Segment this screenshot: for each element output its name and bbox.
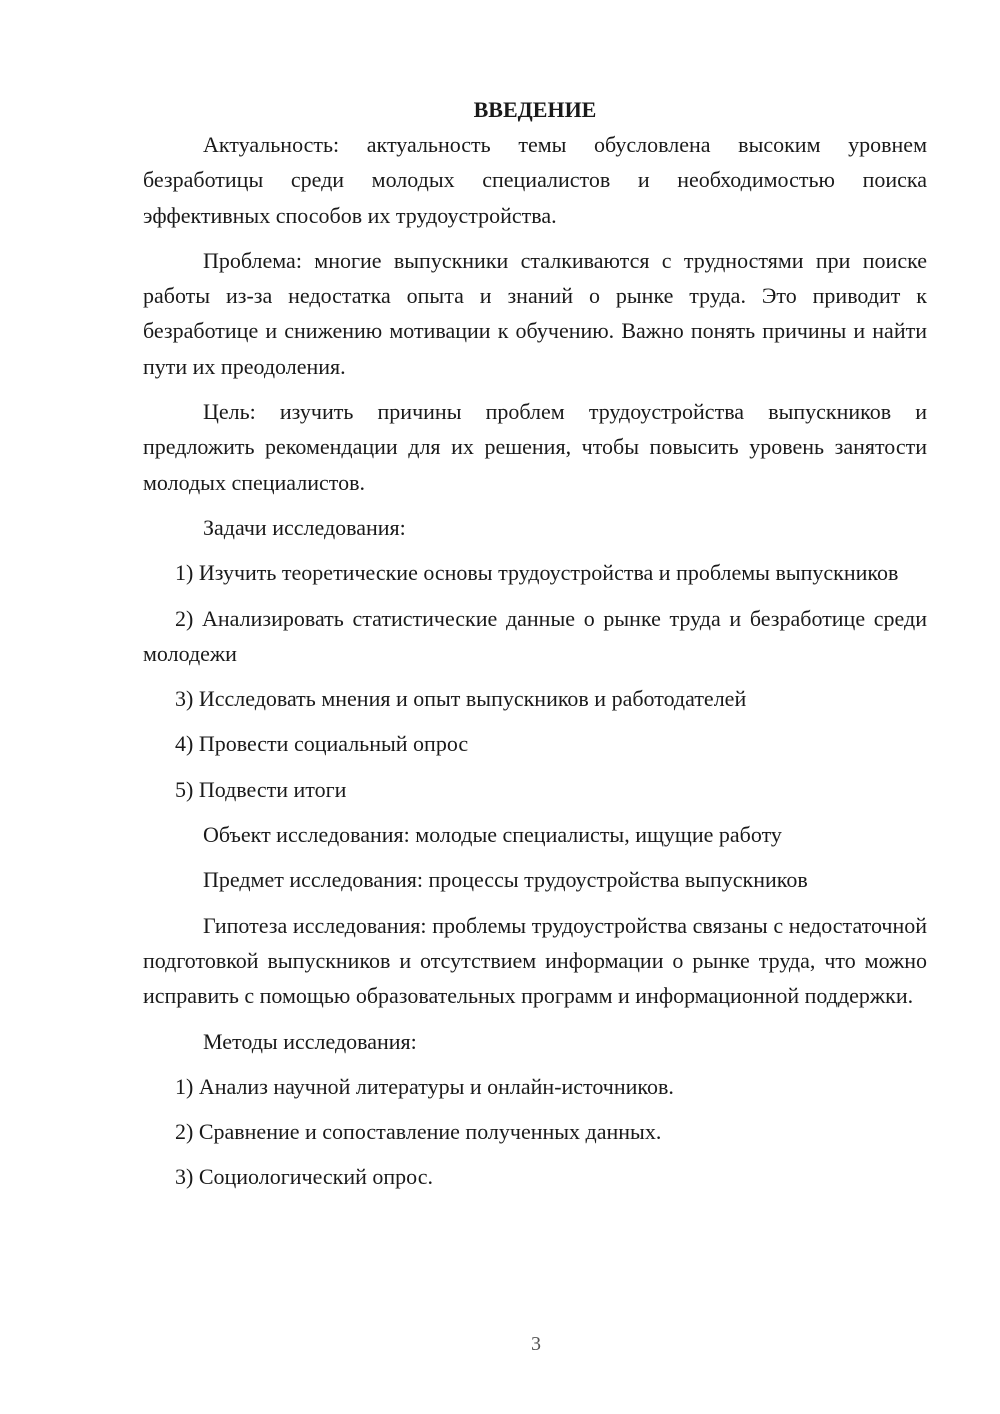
task-item: 2) Анализировать статистические данные о рынке труда и безработице среди молодежи [143,605,927,666]
method-item: 3) Социологический опрос. [175,1164,433,1190]
object-paragraph: Объект исследования: молодые специалисты, ищущие работу [203,822,782,848]
method-item: 2) Сравнение и сопоставление полученных данных. [175,1119,662,1145]
page-number: 3 [531,1333,541,1355]
hypothesis-paragraph: Гипотеза исследования: проблемы трудоустройства связаны с недостаточной подготовкой выпускников и отсутствием информации о рынке труда, что можно исправить с помощью образовательных программ и информационной поддержки. [143,912,927,1009]
subject-paragraph: Предмет исследования: процессы трудоустройства выпускников [203,867,808,893]
tasks-heading: Задачи исследования: [203,514,406,540]
task-item: 3) Исследовать мнения и опыт выпускников и работодателей [175,686,747,712]
methods-heading: Методы исследования: [203,1028,417,1054]
goal-paragraph: Цель: изучить причины проблем трудоустройства выпускников и предложить рекомендации для их решения, чтобы повысить уровень занятости молодых специалистов. [143,399,927,495]
document-page [143,92,927,1205]
relevance-paragraph: Актуальность: актуальность темы обусловлена высоким уровнем безработицы среди молодых специалистов и необходимостью поиска эффективных способов их трудоустройства. [143,132,927,228]
task-item: 1) Изучить теоретические основы трудоустройства и проблемы выпускников [175,560,899,586]
task-item: 4) Провести социальный опрос [175,731,469,757]
task-item: 5) Подвести итоги [175,776,347,802]
problem-paragraph: Проблема: многие выпускники сталкиваются с трудностями при поиске работы из-за недостатка опыта и знаний о рынке труда. Это приводит к безработице и снижению мотивации к обучению. Важно понять причины и найти пути их преодоления. [143,247,927,379]
method-item: 1) Анализ научной литературы и онлайн-источников. [175,1073,674,1099]
page-title: ВВЕДЕНИЕ [473,97,597,122]
